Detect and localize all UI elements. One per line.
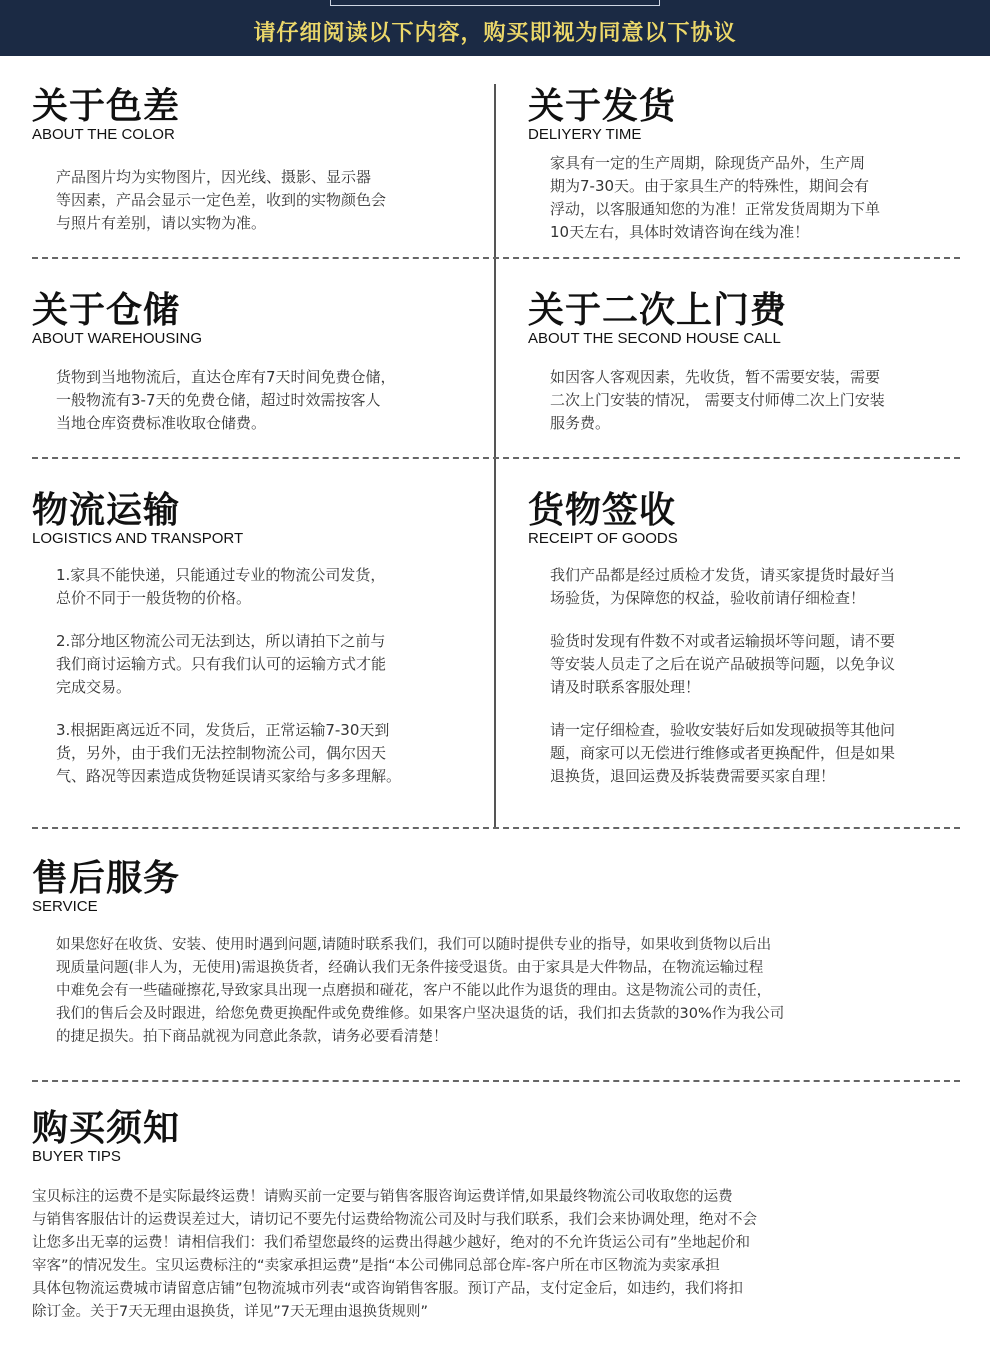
section-subtitle: ABOUT THE SECOND HOUSE CALL	[528, 330, 781, 347]
text-line: 3.根据距离远近不同，发货后，正常运输7-30天到	[56, 721, 390, 739]
section-title: 售后服务	[32, 857, 181, 899]
section-title: 物流运输	[32, 489, 181, 531]
section-delivery	[528, 86, 676, 144]
text-line: 货物到当地物流后，直达仓库有7天时间免费仓储，	[56, 368, 396, 386]
text-line: 一般物流有3-7天的免费仓储，超过时效需按客人	[56, 391, 381, 409]
section-subtitle: ABOUT WAREHOUSING	[32, 330, 203, 347]
text-line: 具体包物流运费城市请留意店铺”包物流城市列表“或咨询销售客服。预订产品，支付定金后，如违约，我们将扣	[32, 1281, 744, 1297]
section-title: 购买须知	[32, 1107, 181, 1149]
section-title: 关于二次上门费	[528, 289, 788, 331]
section-service-body	[56, 934, 784, 1049]
section-second-call-body	[550, 366, 885, 435]
section-delivery-body	[550, 152, 880, 244]
row-divider-2	[32, 457, 960, 459]
text-line: 二次上门安装的情况， 需要支付师傅二次上门安装	[550, 391, 885, 409]
text-line: 2.部分地区物流公司无法到达，所以请拍下之前与	[56, 632, 386, 650]
row-divider-4	[32, 1080, 960, 1082]
section-subtitle: ABOUT THE COLOR	[32, 126, 175, 143]
section-buyer-tips-body	[32, 1186, 757, 1324]
text-line: 家具有一定的生产周期，除现货产品外，生产周	[550, 154, 866, 172]
text-line: 10天左右，具体时效请咨询在线为准！	[550, 223, 810, 241]
text-line: 我们产品都是经过质检才发货，请买家提货时最好当	[550, 566, 896, 584]
section-logistics-body	[56, 564, 401, 788]
text-line: 我们的售后会及时跟进，给您免费更换配件或免费维修。如果客户坚决退货的话，我们扣去货款的30%作为我公司	[56, 1006, 785, 1022]
banner-notch	[330, 0, 660, 6]
text-line: 与照片有差别，请以实物为准。	[56, 214, 267, 232]
section-warehousing	[32, 290, 202, 348]
text-line: 与销售客服估计的运费误差过大，请切记不要先付运费给物流公司及时与我们联系，我们会来协调处理，绝对不会	[32, 1212, 757, 1228]
section-title: 关于发货	[528, 85, 677, 127]
text-line: 退换货，退回运费及拆装费需要买家自理！	[550, 767, 836, 785]
section-title: 关于仓储	[32, 289, 181, 331]
column-divider	[494, 84, 496, 828]
text-line: 产品图片均为实物图片，因光线、摄影、显示器	[56, 168, 372, 186]
text-line: 中难免会有一些磕碰擦花,导致家具出现一点磨损和碰花，客户不能以此作为退货的理由。这是物流公司的责任，	[56, 983, 772, 999]
text-line: 验货时发现有件数不对或者运输损坏等问题，请不要	[550, 632, 896, 650]
section-subtitle: RECEIPT OF GOODS	[528, 530, 678, 547]
text-line: 服务费。	[550, 414, 611, 432]
text-line: 场验货，为保障您的权益，验收前请仔细检查！	[550, 589, 866, 607]
section-subtitle: DELIYERY TIME	[528, 126, 642, 143]
section-title: 关于色差	[32, 85, 181, 127]
text-line: 现质量问题(非人为，无使用)需退换货者，经确认我们无条件接受退货。由于家具是大件物品，在物流运输过程	[56, 960, 764, 976]
text-line: 如因客人客观因素，先收货，暂不需要安装，需要	[550, 368, 881, 386]
row-divider-1	[32, 257, 960, 259]
row-divider-3	[32, 827, 960, 829]
text-line: 让您多出无辜的运费！请相信我们：我们希望您最终的运费出得越少越好，绝对的不允许货运公司有”坐地起价和	[32, 1235, 751, 1251]
section-buyer-tips	[32, 1108, 180, 1166]
agreement-banner	[0, 0, 990, 56]
section-service	[32, 858, 180, 916]
text-line: 等因素，产品会显示一定色差，收到的实物颜色会	[56, 191, 387, 209]
section-color	[32, 86, 180, 144]
text-line: 的捷足损失。拍下商品就视为同意此条款，请务必要看清楚！	[56, 1029, 448, 1045]
text-line: 等安装人员走了之后在说产品破损等问题，以免争议	[550, 655, 896, 673]
text-line: 如果您好在收货、安装、使用时遇到问题,请随时联系我们，我们可以随时提供专业的指导，如果收到货物以后出	[56, 937, 772, 953]
text-line: 请一定仔细检查，验收安装好后如发现破损等其他问	[550, 721, 896, 739]
text-line: 货，另外，由于我们无法控制物流公司，偶尔因天	[56, 744, 387, 762]
section-second-call	[528, 290, 787, 348]
text-line: 请及时联系客服处理！	[550, 678, 701, 696]
section-color-body	[56, 166, 386, 235]
text-line: 宝贝标注的运费不是实际最终运费！请购买前一定要与销售客服咨询运费详情,如果最终物流公司收取您的运费	[32, 1189, 733, 1205]
text-line: 气、路况等因素造成货物延误请买家给与多多理解。	[56, 767, 402, 785]
section-subtitle: BUYER TIPS	[32, 1148, 121, 1165]
text-line: 期为7-30天。由于家具生产的特殊性，期间会有	[550, 177, 870, 195]
text-line: 我们商讨运输方式。只有我们认可的运输方式才能	[56, 655, 387, 673]
section-receipt	[528, 490, 678, 548]
text-line: 除订金。关于7天无理由退换货，详见”7天无理由退换货规则”	[32, 1304, 428, 1320]
section-receipt-body	[550, 564, 895, 788]
section-warehousing-body	[56, 366, 396, 435]
section-subtitle: SERVICE	[32, 898, 98, 915]
section-subtitle: LOGISTICS AND TRANSPORT	[32, 530, 244, 547]
text-line: 1.家具不能快递，只能通过专业的物流公司发货，	[56, 566, 386, 584]
text-line: 题，商家可以无偿进行维修或者更换配件，但是如果	[550, 744, 896, 762]
text-line: 完成交易。	[56, 678, 132, 696]
banner-text: 请仔细阅读以下内容，购买即视为同意以下协议	[253, 21, 737, 46]
text-line: 宰客”的情况发生。宝贝运费标注的“卖家承担运费”是指“本公司佛同总部仓库-客户所在市区物流为卖家承担	[32, 1258, 720, 1274]
section-title: 货物签收	[528, 489, 677, 531]
text-line: 当地仓库资费标准收取仓储费。	[56, 414, 267, 432]
text-line: 浮动，以客服通知您的为准！正常发货周期为下单	[550, 200, 881, 218]
section-logistics	[32, 490, 243, 548]
text-line: 总价不同于一般货物的价格。	[56, 589, 252, 607]
